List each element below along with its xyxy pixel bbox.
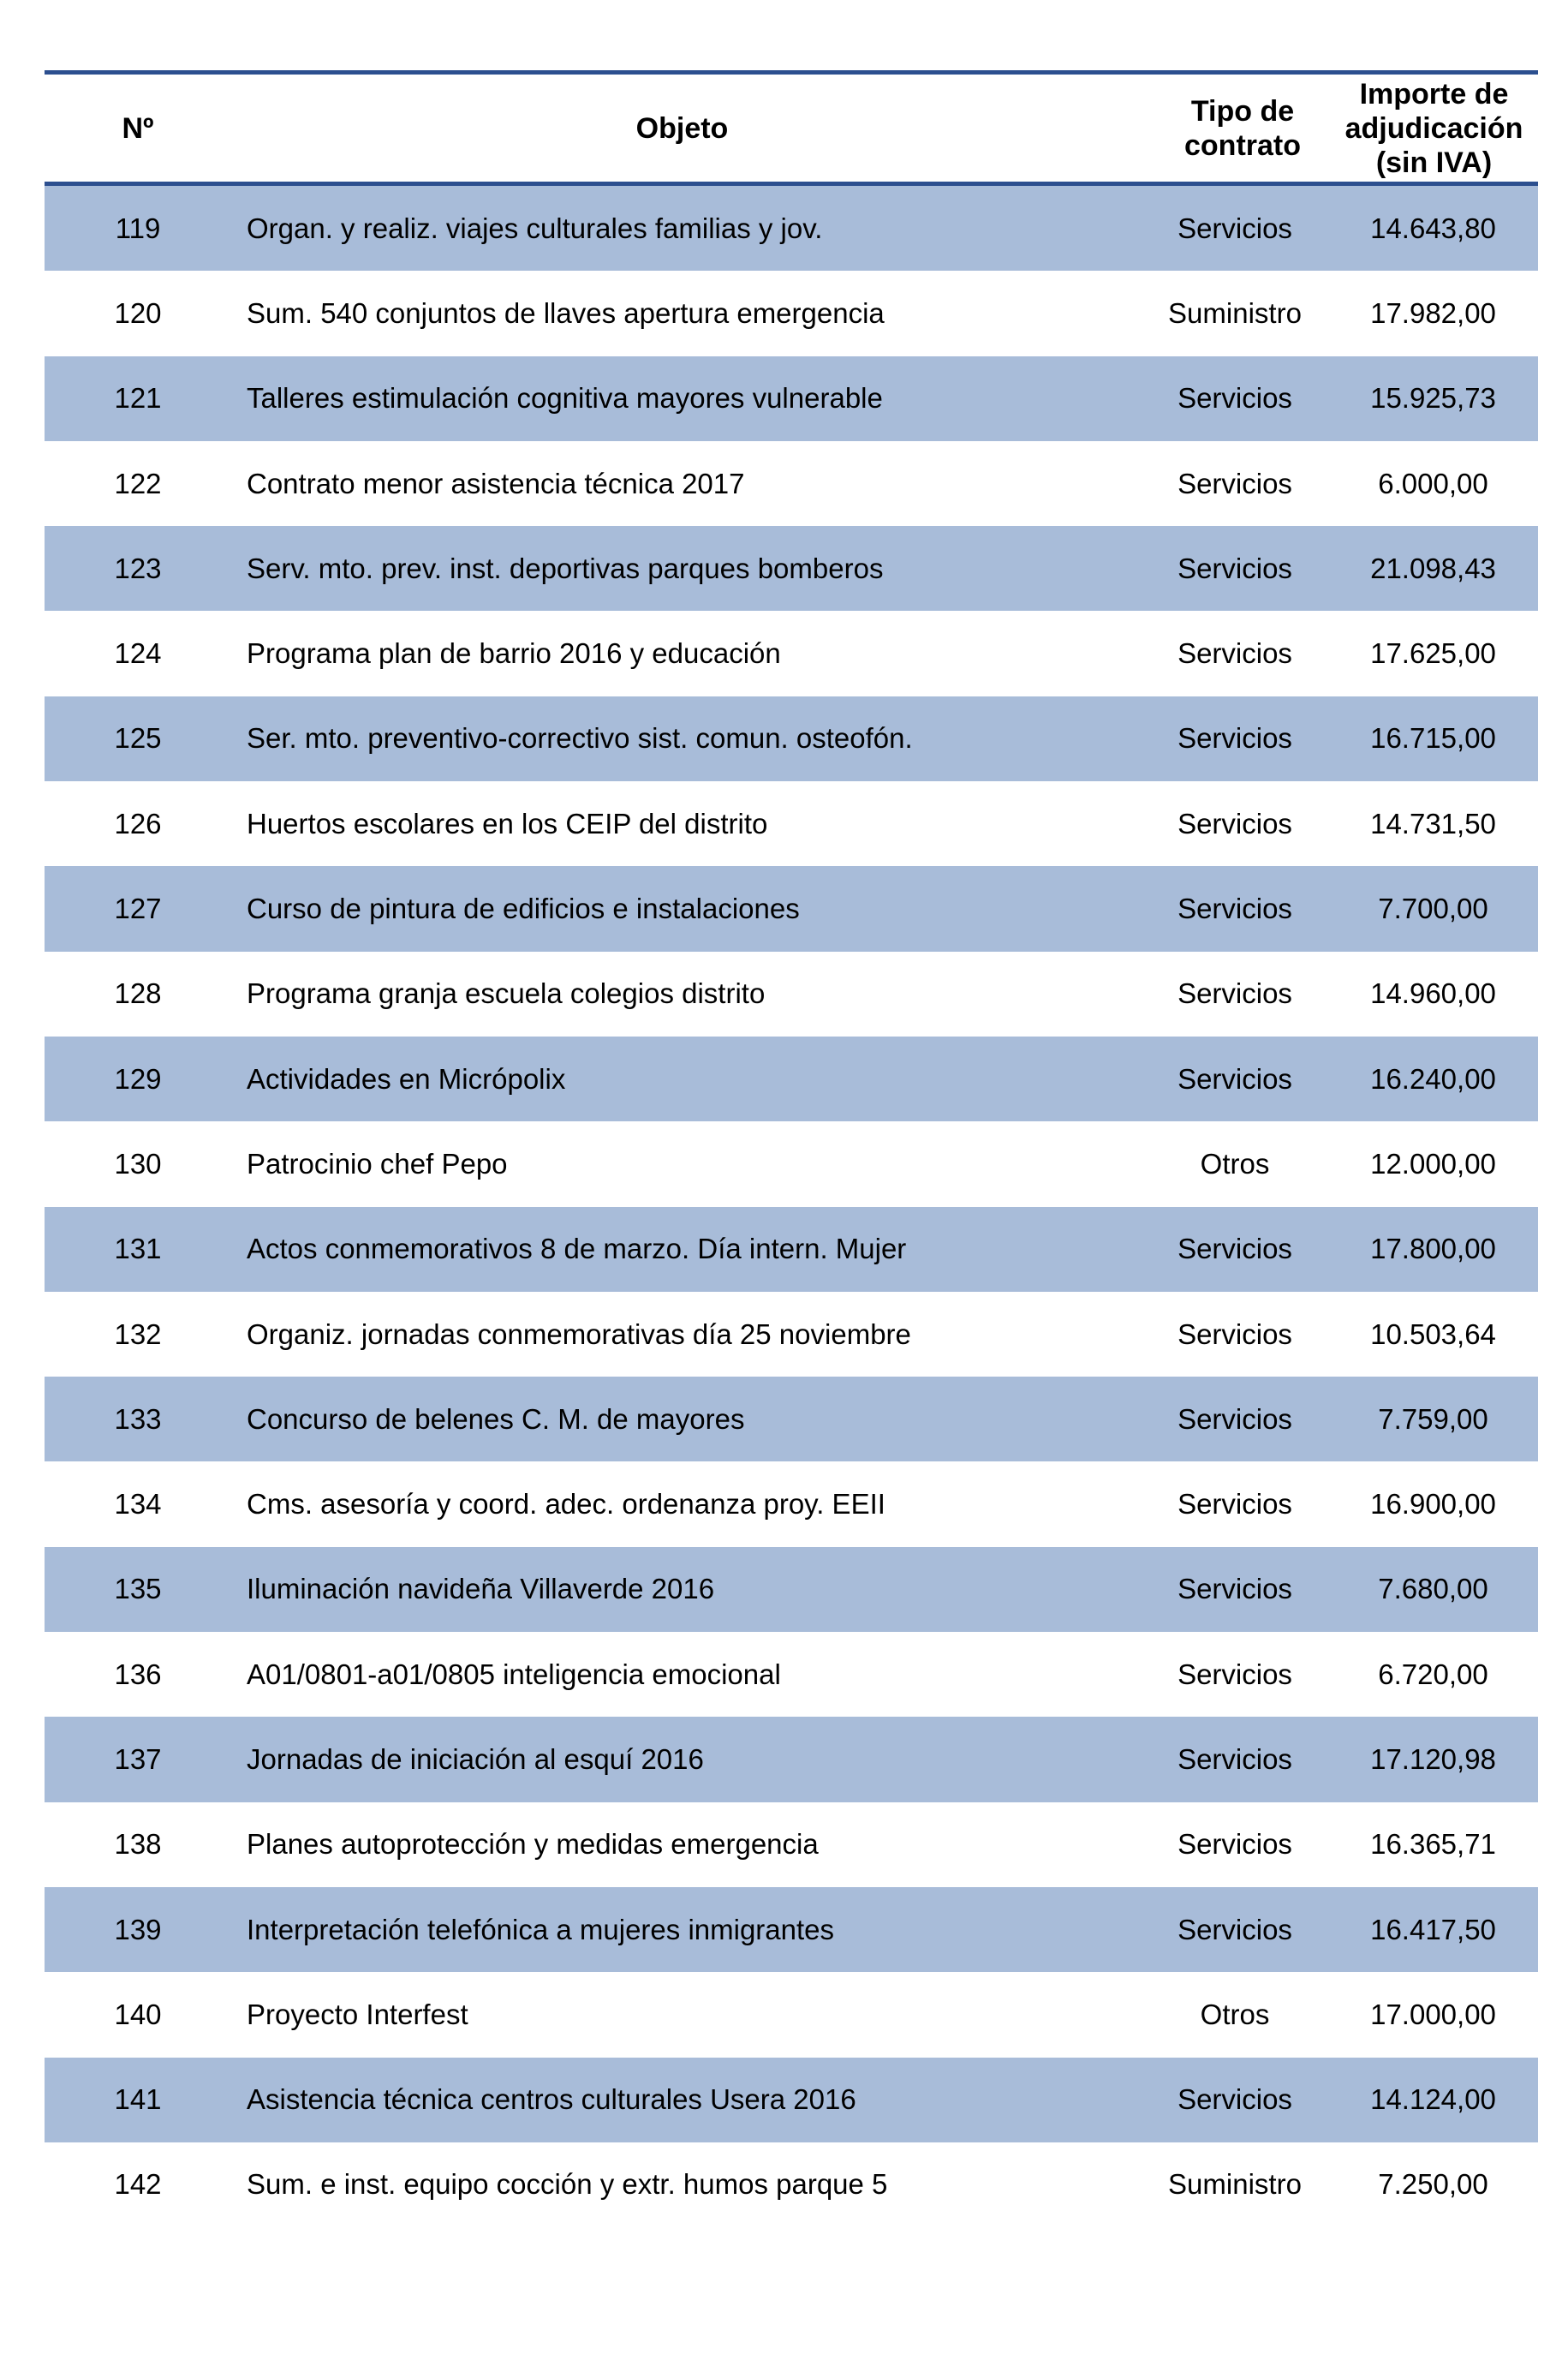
- cell-num: 129: [114, 1062, 162, 1095]
- cell-objeto: Contrato menor asistencia técnica 2017: [247, 467, 745, 499]
- cell-objeto: Asistencia técnica centros culturales Usera 2016: [247, 2083, 856, 2116]
- cell-objeto: Organ. y realiz. viajes culturales familias y jov.: [247, 212, 823, 244]
- cell-importe: 14.731,50: [1370, 807, 1496, 839]
- cell-num: 138: [114, 1828, 162, 1861]
- header-importe-line2: adjudicación: [1344, 111, 1523, 145]
- cell-num: 141: [114, 2083, 162, 2116]
- table-row: [45, 1717, 1538, 1801]
- cell-num: 125: [114, 722, 162, 755]
- cell-tipo: Otros: [1200, 1147, 1270, 1180]
- cell-num: 131: [114, 1233, 162, 1265]
- cell-tipo: Servicios: [1177, 893, 1292, 925]
- cell-importe: 14.124,00: [1370, 2083, 1496, 2116]
- cell-objeto: A01/0801-a01/0805 inteligencia emocional: [247, 1658, 781, 1690]
- cell-tipo: Servicios: [1177, 1828, 1292, 1861]
- cell-importe: 17.000,00: [1370, 1998, 1496, 2030]
- cell-importe: 21.098,43: [1370, 552, 1496, 584]
- cell-importe: 7.759,00: [1378, 1402, 1488, 1435]
- cell-num: 128: [114, 977, 162, 1010]
- cell-importe: 7.700,00: [1378, 893, 1488, 925]
- cell-tipo: Servicios: [1177, 1062, 1292, 1095]
- cell-num: 136: [114, 1658, 162, 1690]
- cell-num: 130: [114, 1147, 162, 1180]
- cell-importe: 7.250,00: [1378, 2168, 1488, 2201]
- cell-tipo: Servicios: [1177, 1913, 1292, 1945]
- cell-tipo: Servicios: [1177, 1573, 1292, 1605]
- table-row: [45, 781, 1538, 866]
- cell-num: 121: [114, 382, 162, 415]
- header-objeto: Objeto: [635, 111, 729, 145]
- cell-objeto: Interpretación telefónica a mujeres inmigrantes: [247, 1913, 835, 1945]
- table-row: [45, 1461, 1538, 1546]
- cell-tipo: Otros: [1200, 1998, 1270, 2030]
- cell-tipo: Servicios: [1177, 552, 1292, 584]
- cell-objeto: Actividades en Micrópolix: [247, 1062, 566, 1095]
- cell-importe: 6.000,00: [1378, 467, 1488, 499]
- cell-tipo: Servicios: [1177, 2083, 1292, 2116]
- cell-tipo: Servicios: [1177, 977, 1292, 1010]
- header-importe-line3: (sin IVA): [1375, 146, 1493, 179]
- cell-tipo: Servicios: [1177, 722, 1292, 755]
- cell-num: 134: [114, 1488, 162, 1521]
- cell-num: 137: [114, 1742, 162, 1775]
- cell-objeto: Sum. 540 conjuntos de llaves apertura emergencia: [247, 296, 885, 329]
- cell-importe: 7.680,00: [1378, 1573, 1488, 1605]
- cell-objeto: Sum. e inst. equipo cocción y extr. humos parque 5: [247, 2168, 888, 2201]
- cell-num: 142: [114, 2168, 162, 2201]
- table-row: [45, 271, 1538, 356]
- cell-tipo: Servicios: [1177, 637, 1292, 670]
- cell-tipo: Servicios: [1177, 807, 1292, 839]
- cell-tipo: Servicios: [1177, 1658, 1292, 1690]
- cell-num: 133: [114, 1402, 162, 1435]
- header-tipo: [1133, 94, 1337, 163]
- cell-num: 124: [114, 637, 162, 670]
- cell-objeto: Organiz. jornadas conmemorativas día 25 noviembre: [247, 1317, 911, 1350]
- cell-tipo: Servicios: [1177, 1402, 1292, 1435]
- table-row: [45, 1887, 1538, 1972]
- cell-tipo: Servicios: [1177, 1233, 1292, 1265]
- cell-objeto: Serv. mto. prev. inst. deportivas parques bomberos: [247, 552, 884, 584]
- table-row: [45, 1632, 1538, 1717]
- cell-tipo: Servicios: [1177, 1317, 1292, 1350]
- cell-importe: 17.800,00: [1370, 1233, 1496, 1265]
- cell-importe: 14.960,00: [1370, 977, 1496, 1010]
- table-row: [45, 1292, 1538, 1377]
- cell-num: 132: [114, 1317, 162, 1350]
- cell-objeto: Patrocinio chef Pepo: [247, 1147, 508, 1180]
- cell-tipo: Servicios: [1177, 382, 1292, 415]
- header-tipo-line1: Tipo de: [1190, 94, 1295, 128]
- cell-objeto: Programa granja escuela colegios distrito: [247, 977, 766, 1010]
- cell-objeto: Cms. asesoría y coord. adec. ordenanza proy. EEII: [247, 1488, 885, 1521]
- cell-tipo: Servicios: [1177, 1742, 1292, 1775]
- cell-tipo: Servicios: [1177, 1488, 1292, 1521]
- cell-objeto: Iluminación navideña Villaverde 2016: [247, 1573, 715, 1605]
- cell-objeto: Jornadas de iniciación al esquí 2016: [247, 1742, 704, 1775]
- header-tipo-line2: contrato: [1184, 128, 1301, 162]
- header-num: Nº: [122, 111, 154, 145]
- cell-importe: 16.715,00: [1370, 722, 1496, 755]
- table-row: [45, 1547, 1538, 1632]
- cell-tipo: Servicios: [1177, 212, 1292, 244]
- cell-objeto: Ser. mto. preventivo-correctivo sist. comun. osteofón.: [247, 722, 913, 755]
- cell-num: 122: [114, 467, 162, 499]
- cell-objeto: Actos conmemorativos 8 de marzo. Día intern. Mujer: [247, 1233, 907, 1265]
- table-row: [45, 186, 1538, 271]
- cell-tipo: Suministro: [1168, 2168, 1302, 2201]
- cell-num: 119: [115, 212, 161, 244]
- table-header-row: [45, 75, 1538, 186]
- table-row: [45, 356, 1538, 441]
- cell-objeto: Programa plan de barrio 2016 y educación: [247, 637, 781, 670]
- cell-num: 120: [114, 296, 162, 329]
- cell-importe: 16.417,50: [1370, 1913, 1496, 1945]
- table-row: [45, 441, 1538, 526]
- table-body: [45, 186, 1538, 2227]
- cell-objeto: Concurso de belenes C. M. de mayores: [247, 1402, 745, 1435]
- table-row: [45, 696, 1538, 781]
- table-row: [45, 2058, 1538, 2142]
- cell-importe: 14.643,80: [1370, 212, 1496, 244]
- table-row: [45, 526, 1538, 611]
- table-row: [45, 611, 1538, 696]
- table-row: [45, 2142, 1538, 2227]
- table-row: [45, 1037, 1538, 1121]
- table-row: [45, 952, 1538, 1037]
- contracts-table: [45, 70, 1538, 2227]
- cell-importe: 15.925,73: [1370, 382, 1496, 415]
- table-row: [45, 1207, 1538, 1292]
- table-row: [45, 1802, 1538, 1887]
- cell-importe: 16.365,71: [1370, 1828, 1496, 1861]
- cell-importe: 16.900,00: [1370, 1488, 1496, 1521]
- cell-importe: 6.720,00: [1378, 1658, 1488, 1690]
- cell-importe: 10.503,64: [1370, 1317, 1496, 1350]
- table-row: [45, 1121, 1538, 1206]
- cell-tipo: Servicios: [1177, 467, 1292, 499]
- cell-num: 127: [114, 893, 162, 925]
- cell-tipo: Suministro: [1168, 296, 1302, 329]
- cell-importe: 12.000,00: [1370, 1147, 1496, 1180]
- table-row: [45, 866, 1538, 951]
- header-importe: [1337, 77, 1538, 180]
- header-importe-line1: Importe de: [1359, 77, 1509, 111]
- cell-importe: 16.240,00: [1370, 1062, 1496, 1095]
- table-row: [45, 1972, 1538, 2057]
- cell-objeto: Talleres estimulación cognitiva mayores vulnerable: [247, 382, 883, 415]
- table-row: [45, 1377, 1538, 1461]
- cell-num: 139: [114, 1913, 162, 1945]
- cell-objeto: Curso de pintura de edificios e instalaciones: [247, 893, 800, 925]
- cell-importe: 17.120,98: [1370, 1742, 1496, 1775]
- cell-num: 126: [114, 807, 162, 839]
- cell-importe: 17.625,00: [1370, 637, 1496, 670]
- cell-objeto: Proyecto Interfest: [247, 1998, 468, 2030]
- cell-num: 140: [114, 1998, 162, 2030]
- cell-objeto: Huertos escolares en los CEIP del distrito: [247, 807, 768, 839]
- cell-objeto: Planes autoprotección y medidas emergencia: [247, 1828, 819, 1861]
- cell-num: 135: [114, 1573, 162, 1605]
- cell-importe: 17.982,00: [1370, 296, 1496, 329]
- cell-num: 123: [114, 552, 162, 584]
